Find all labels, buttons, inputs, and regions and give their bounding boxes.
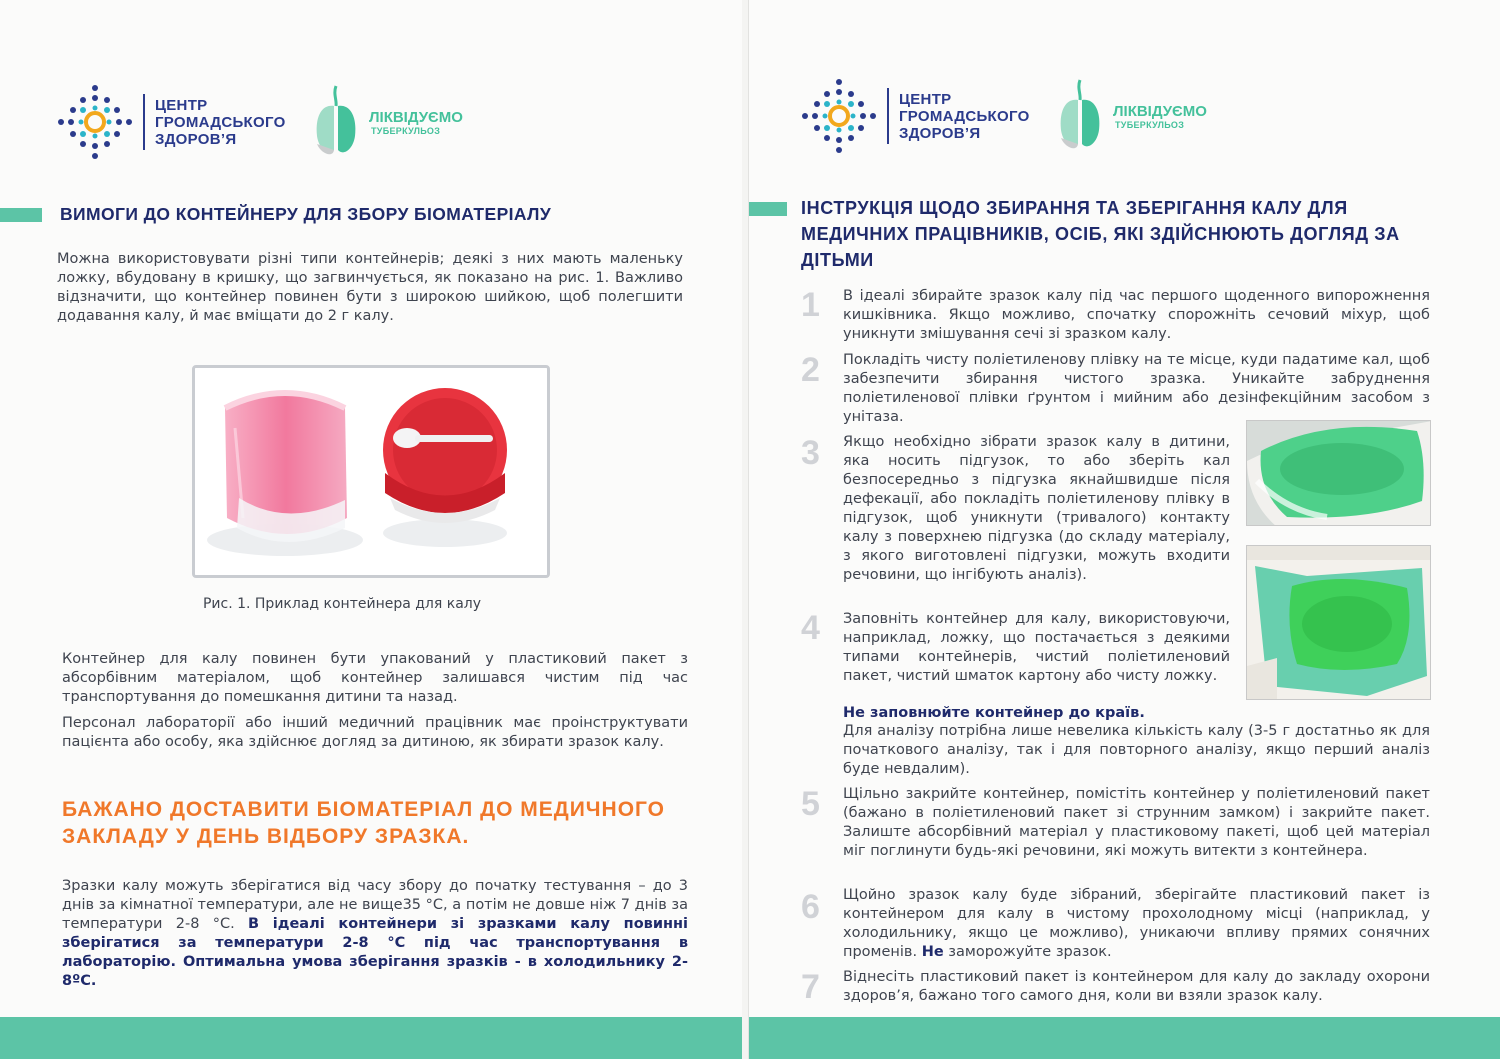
step-text: Щойно зразок калу буде зібраний, зберігайте пластиковий пакет із контейнером для калу в чистому прохолодному місці (наприклад, у холодильнику, якщо це можливо), уникаючи впливу прямих сонячних променів. Не заморожуйте зразок.	[843, 887, 1430, 960]
right-footer-band	[749, 1017, 1500, 1059]
header-logos	[55, 82, 463, 162]
storage-text: Зразки калу можуть зберігатися від часу збору до початку тестування – до 3 днів за кімнатної температури, але не вище35 °С, а потім не довше ніж 7 днів за температури 2-8 °С. В ідеалі контейнери зі зразками калу повинні зберігатися за температури 2-8 °С під час транспортування в лабораторію. Оптимальна умова зберігання зразків - в холодильнику 2-8ºС.	[62, 878, 688, 989]
container-photo	[192, 365, 550, 578]
right-page	[748, 0, 1500, 1059]
end-tb-text: ЛІКВІДУЄМО ТУБЕРКУЛЬОЗ	[1113, 102, 1207, 130]
public-health-center-name: ЦЕНТР ГРОМАДСЬКОГО ЗДОРОВ’Я	[899, 90, 1030, 142]
collection-instruction-title: ІНСТРУКЦІЯ ЩОДО ЗБИРАННЯ ТА ЗБЕРІГАННЯ КАЛУ ДЛЯ МЕДИЧНИХ ПРАЦІВНИКІВ, ОСІБ, ЯКІ ЗДІЙСНЮЮТЬ ДОГЛЯД ЗА ДІТЬМИ	[801, 198, 1400, 270]
diaper-with-film-illustration	[1247, 421, 1431, 526]
section-marker	[0, 208, 42, 222]
step-number: 4	[801, 609, 820, 647]
step-text: Заповніть контейнер для калу, використовуючи, наприклад, ложку, що постачається з деякими типами контейнерів, чистий поліетиленовий пакет, чистий шматок картону або чисту ложку.	[843, 611, 1230, 684]
section-marker	[748, 202, 787, 216]
diaper-with-sample-illustration	[1247, 546, 1431, 700]
end-tb-text: ЛІКВІДУЄМО ТУБЕРКУЛЬОЗ	[369, 108, 463, 136]
step-number: 2	[801, 351, 820, 389]
stool-container-illustration	[195, 368, 547, 575]
step-number: 3	[801, 434, 820, 472]
header-logos-right	[799, 76, 1207, 156]
end-tb-lungs-logo	[311, 84, 361, 160]
step-text: В ідеалі збирайте зразок калу під час першого щоденного випорожнення кишківника. Якщо можливо, спочатку спорожніть сечовий міхур, щоб уникнути змішування сечі зі зразком калу.	[843, 288, 1430, 342]
step-text: Покладіть чисту поліетиленову плівку на те місце, куди падатиме кал, щоб забезпечити збирання чистого зразка. Уникайте забруднення поліетиленової плівки ґрунтом і мийним або дезінфекційним засобом з унітаза.	[843, 352, 1430, 425]
step-warning: Не заповнюйте контейнер до країв.	[843, 705, 1145, 721]
step-number: 1	[801, 286, 820, 324]
delivery-recommendation: БАЖАНО ДОСТАВИТИ БІОМАТЕРІАЛ ДО МЕДИЧНОГО ЗАКЛАДУ У ДЕНЬ ВІДБОРУ ЗРАЗКА.	[62, 798, 666, 848]
step-text: Якщо необхідно зібрати зразок калу в дитини, яка носить підгузок, то або зберіть кал безпосередньо з підгузка якнайшвидше після дефекації, або покладіть поліетиленову плівку в підгузок, щоб уникнути (тривалого) контакту калу з поверхнею підгузка (до складу матеріалу, з якого виготовлені підгузки, можуть входити речовини, що інгібують аналіз).	[843, 434, 1230, 583]
step-number: 6	[801, 888, 820, 926]
diaper-photo-1	[1246, 420, 1431, 526]
step-text: Щільно закрийте контейнер, помістіть контейнер у поліетиленовий пакет (бажано в поліетиленовий пакет зі струнним замком) і закрийте пакет. Залиште абсорбівний матеріал у пластиковому пакеті, щоб цей матеріал міг поглинути будь-які речовини, які можуть витекти з контейнера.	[843, 786, 1430, 859]
diaper-photo-2	[1246, 545, 1431, 700]
staff-instruction-text: Персонал лабораторії або інший медичний працівник має проінструктувати пацієнта або особу, яка здійснює догляд за дитиною, як збирати зразок калу.	[62, 715, 688, 750]
step-text: Віднесіть пластиковий пакет із контейнером для калу до закладу охорони здоров’я, бажано того самого дня, коли ви взяли зразок калу.	[843, 969, 1430, 1004]
left-footer-band	[0, 1017, 742, 1059]
public-health-center-logo	[799, 76, 879, 156]
container-intro-text: Можна використовувати різні типи контейнерів; деякі з них мають маленьку ложку, вбудовану в кришку, що загвинчується, як показано на рис. 1. Важливо відзначити, що контейнер повинен бути з широкою шийкою, щоб полегшити додавання калу, й має вміщати до 2 г калу.	[57, 251, 683, 324]
public-health-center-name: ЦЕНТР ГРОМАДСЬКОГО ЗДОРОВ’Я	[155, 96, 286, 148]
left-page	[0, 0, 742, 1059]
figure-caption: Рис. 1. Приклад контейнера для калу	[202, 596, 482, 612]
public-health-center-logo	[55, 82, 135, 162]
logo-divider	[143, 94, 145, 150]
step-number: 5	[801, 785, 820, 823]
end-tb-lungs-logo	[1055, 78, 1105, 154]
logo-divider	[887, 88, 889, 144]
step-number: 7	[801, 968, 820, 1006]
packaging-text: Контейнер для калу повинен бути упакований у пластиковий пакет з абсорбівним матеріалом, щоб контейнер залишався чистим під час транспортування до помешкання дитини та назад.	[62, 651, 688, 705]
container-requirements-title: ВИМОГИ ДО КОНТЕЙНЕРУ ДЛЯ ЗБОРУ БІОМАТЕРІАЛУ	[60, 204, 552, 224]
step-extra-text: Для аналізу потрібна лише невелика кількість калу (3-5 г достатньо як для початкового аналізу, так і для повторного аналізу, якщо перший аналіз буде невдалим).	[843, 723, 1430, 777]
